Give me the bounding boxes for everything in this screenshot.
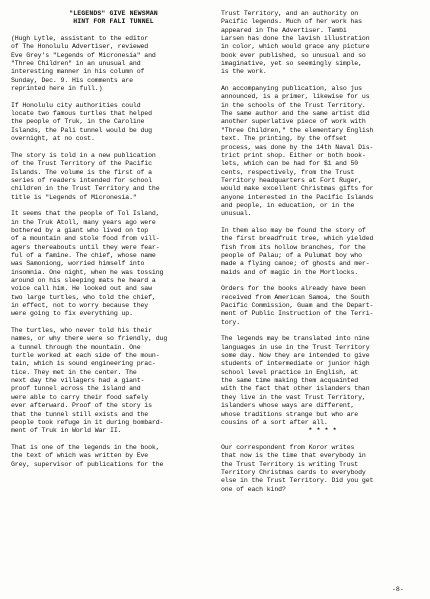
paragraph-line: people took refuge in it during bombard- — [11, 418, 164, 426]
paragraph-line: ment of Public Instruction of the Terri- — [221, 310, 374, 318]
paragraph-line: in effect, not to worry because they — [11, 302, 149, 310]
paragraph-line: one of each kind? — [221, 485, 286, 493]
paragraph-line: locate two famous turtles that helped — [11, 110, 152, 118]
paragraph-line: they live in the vast Trust Territory, — [221, 393, 366, 401]
paragraph-line: some day. Now they are intended to give — [221, 352, 370, 360]
paragraph-gap — [11, 144, 216, 152]
paragraph-line: lets, which can be had for $1 and 50 — [221, 160, 359, 168]
paragraph-line: in the Truk Atoll, many years ago were — [11, 218, 156, 226]
paragraph-line: were able to carry their food safely — [11, 393, 149, 401]
paragraph-line: turtle worked at each side of the moun- — [11, 352, 160, 360]
paragraph-line: Pacific legends. Much of her work has — [221, 18, 362, 26]
paragraph-line: a tunnel through the mountain. One — [11, 343, 141, 351]
paragraph-line: cents, respectively, from the Trust — [221, 168, 355, 176]
paragraph-line: The story is told in a new publication — [11, 151, 156, 159]
paragraph-line: islanders whose ways are different, — [221, 402, 355, 410]
right-column — [221, 10, 424, 494]
paragraph-line: next day the villagers had a giant- — [11, 377, 145, 385]
paragraph-line: students of intermediate or junior high — [221, 360, 370, 368]
paragraph-line: An accompanying publication, also jus — [221, 85, 362, 93]
paragraph-line: Eve Grey's "Legends of Micronesia" and — [11, 51, 156, 59]
left-column — [11, 10, 216, 469]
paragraph-line: process, was done by the 14th Naval Dis- — [221, 143, 374, 151]
paragraph-line: of the Trust Territory of the Pacific — [11, 160, 152, 168]
paragraph-line: whose traditions strange but who are — [221, 410, 359, 418]
paragraph-line: series of readers intended for school — [11, 176, 152, 184]
paragraph-line: (Hugh Lytle, assistant to the editor — [11, 35, 149, 43]
paragraph-line: Sunday, Dec. 9. His comments are — [11, 76, 133, 84]
paragraph-line: in the schools of the Trust Territory. — [221, 101, 366, 109]
paragraph-line: ever afterward. Proof of the story is — [11, 402, 152, 410]
paragraph-line: text. The printing, by the offset — [221, 135, 347, 143]
paragraph-line: Grey, supervisor of publications for the — [11, 460, 164, 468]
paragraph-line: ment of Truk in World War II. — [11, 427, 122, 435]
paragraph-line: tory. — [221, 318, 241, 326]
paragraph-line: children in the Trust Territory and the — [11, 185, 160, 193]
paragraph-line: In them also may be found the story of — [221, 226, 366, 234]
paragraph-gap — [11, 202, 216, 210]
paragraph-line: If Honolulu city authorities could — [11, 101, 141, 109]
paragraph-line: tice. They met in the center. The — [11, 368, 137, 376]
paragraph-line: book ever published, so unusual and so — [221, 51, 366, 59]
paragraph-line: ful of a famine. The chief, whose name — [11, 251, 156, 259]
paragraph-line: Islands. The volume is the first of a — [11, 168, 152, 176]
paragraph-line: else in the Trust Territory. Did you get — [221, 477, 374, 485]
paragraph-line: voice call him. He looked out and saw — [11, 285, 152, 293]
paragraph-line: trict print shop. Either or both book- — [221, 151, 366, 159]
section-separator: * * * * — [308, 427, 337, 435]
paragraph-gap — [221, 77, 424, 85]
paragraph-line: the people of Truk, in the Caroline — [11, 118, 145, 126]
paragraph-line: reprinted here in full.) — [11, 85, 103, 93]
paragraph-line: made a flying canoe; of ghosts and mer- — [221, 260, 370, 268]
paragraph-line: Pacific Commission, Guam and the Depart- — [221, 302, 374, 310]
paragraph-line: proof tunnel across the island and — [11, 385, 141, 393]
paragraph-line: appeared in The Advertiser. Tambi — [221, 26, 347, 34]
paragraph-line: Our correspondent from Koror writes — [221, 443, 355, 451]
paragraph-line: Larsen has done the lavish illustration — [221, 35, 370, 43]
paragraph-line: were going to fix everything up. — [11, 310, 133, 318]
paragraph-line: the first breadfruit tree, which yielded — [221, 235, 374, 243]
paragraph-line: tain, which is sound engineering prac- — [11, 360, 156, 368]
paragraph-line: The turtles, who never told his their — [11, 327, 152, 335]
paragraph-line: Islands, the Pali tunnel would be dug — [11, 126, 152, 134]
paragraph-gap — [11, 436, 216, 444]
paragraph-line: bothered by a giant who lived on top — [11, 226, 149, 234]
paragraph-line: "Three Children," the elementary English — [221, 126, 374, 134]
paragraph-line: Territory Christmas cards to everybody — [221, 468, 366, 476]
paragraph-line: The legends may be translated into nine — [221, 335, 370, 343]
paragraph-line: "Three Children" in an unusual and — [11, 60, 141, 68]
paragraph-gap — [221, 436, 424, 444]
paragraph-line: It seems that the people of Tol Island, — [11, 210, 160, 218]
headline-line: HINT FOR FALI TUNNEL — [73, 18, 154, 26]
paragraph-line: another superlative piece of work with — [221, 118, 366, 126]
paragraph-line: the Trust Territory is writing Trust — [221, 460, 359, 468]
paragraph-line: of The Honolulu Advertiser, reviewed — [11, 43, 149, 51]
paragraph-gap — [221, 277, 424, 285]
paragraph-line: The same author and the same artist did — [221, 110, 370, 118]
paragraph-line: maids and of magic in the Mortlocks. — [221, 268, 359, 276]
paragraph-gap — [221, 219, 424, 227]
paragraph-line: in color, which would grace any picture — [221, 43, 370, 51]
paragraph-line: would make excellent Christmas gifts for — [221, 185, 374, 193]
paragraph-line: with the fact that other islanders than — [221, 385, 370, 393]
paragraph-line: people of Palau; of a Pulumat boy who — [221, 251, 362, 259]
paragraph-line: fish from its hollow branches, for the — [221, 243, 366, 251]
paragraph-line: the text of which was written by Eve — [11, 452, 149, 460]
paragraph-line: that now is the time that everybody in — [221, 452, 366, 460]
paragraph-line: Orders for the books already have been — [221, 285, 366, 293]
paragraph-line: anyone interested in the Pacific Islands — [221, 193, 374, 201]
paragraph-line: and people, in education, or in the — [221, 201, 355, 209]
page-number: -8- — [392, 586, 404, 593]
paragraph-line: agers thereabouts until they were fear- — [11, 243, 160, 251]
paragraph-line: was Samoniong, worried himself into — [11, 260, 145, 268]
paragraph-line: overnight, at no cost. — [11, 135, 95, 143]
paragraph-line: interesting manner in his column of — [11, 68, 145, 76]
paragraph-line: is the work. — [221, 68, 267, 76]
paragraph-line: title is "Legends of Micronesia." — [11, 193, 137, 201]
paragraph-line: That is one of the legends in the book, — [11, 443, 160, 451]
paragraph-gap — [11, 27, 216, 35]
paragraph-line: languages in use in the Trust Territory — [221, 343, 370, 351]
paragraph-gap — [221, 327, 424, 335]
paragraph-line: cousins of a sort after all. — [221, 418, 328, 426]
paragraph-line: imaginative, yet so seemingly simple, — [221, 60, 362, 68]
paragraph-line: insomnia. One night, when he was tossing — [11, 268, 164, 276]
paragraph-line: of a mountain and stole food from vill- — [11, 235, 160, 243]
paragraph-line: Territory headquarters at Fort Ruger, — [221, 176, 362, 184]
paragraph-line: names, or why there were so friendly, dug — [11, 335, 168, 343]
paragraph-line: school level practice in English, at — [221, 368, 359, 376]
paragraph-line: two large turtles, who told the chief, — [11, 293, 156, 301]
paragraph-line: the same time making them acquainted — [221, 377, 359, 385]
paragraph-line: unusual. — [221, 210, 252, 218]
paragraph-line: Trust Territory, and an authority on — [221, 10, 359, 17]
paragraph-gap — [11, 93, 216, 101]
headline-line: "LEGENDS" GIVE NEWSMAN — [69, 10, 158, 17]
paragraph-line: that the tunnel still exists and the — [11, 410, 149, 418]
paragraph-gap — [11, 319, 216, 327]
paragraph-line: received from American Samoa, the South — [221, 293, 370, 301]
paragraph-line: around on his sleeping mats he heard a — [11, 277, 156, 284]
paragraph-line: announced, is a primer, likewise for us — [221, 93, 370, 101]
